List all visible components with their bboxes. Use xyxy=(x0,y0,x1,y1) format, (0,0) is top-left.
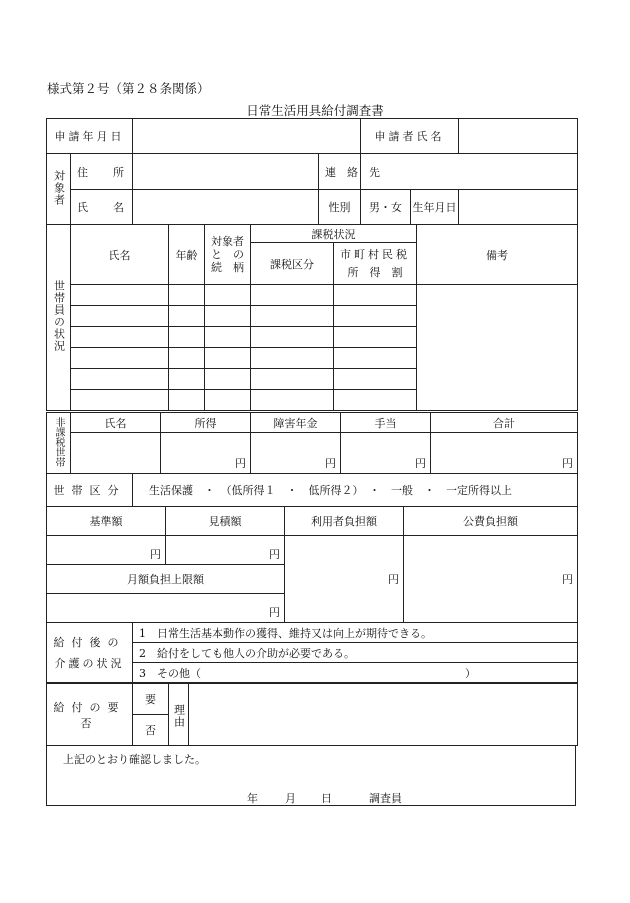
sex-options[interactable]: 男・女 xyxy=(361,190,411,225)
applicant-name-label: 申請者氏名 xyxy=(361,119,459,154)
col-name: 氏名 xyxy=(71,225,169,285)
nontax-col-name: 氏名 xyxy=(71,413,161,433)
nontax-col-allowance: 手当 xyxy=(341,413,431,433)
care-status-label: 給付後の 介護の状況 xyxy=(47,623,133,683)
age-cell[interactable] xyxy=(169,285,205,306)
public-burden-field[interactable]: 円 xyxy=(404,536,578,623)
tax-class-cell[interactable] xyxy=(251,390,334,411)
user-burden-label: 利用者負担額 xyxy=(285,507,404,536)
birth-date-label: 生年月日 xyxy=(411,190,459,225)
tax-class-cell[interactable] xyxy=(251,348,334,369)
household-table xyxy=(46,224,578,411)
tax-class-cell[interactable] xyxy=(251,285,334,306)
city-tax-cell[interactable] xyxy=(334,327,417,348)
care-option-2[interactable]: 2 給付をしても他人の介助が必要である。 xyxy=(133,643,578,663)
col-city-tax: 市町村民税 所 得 割 xyxy=(334,243,417,285)
class-table xyxy=(46,473,578,507)
income-field[interactable]: 円 xyxy=(161,433,251,474)
contact-field[interactable] xyxy=(361,154,578,190)
rel-cell[interactable] xyxy=(205,348,251,369)
col-relationship: 対象者 と の 続 柄 xyxy=(205,225,251,285)
application-date-field[interactable] xyxy=(133,119,361,154)
city-tax-cell[interactable] xyxy=(334,369,417,390)
age-cell[interactable] xyxy=(169,390,205,411)
monthly-cap-label: 月額負担上限額 xyxy=(47,565,285,594)
estimate-amount-field[interactable]: 円 xyxy=(166,536,285,565)
decision-no[interactable]: 否 xyxy=(133,715,169,746)
confirmation-text: 上記のとおり確認しました。 xyxy=(63,753,206,766)
target-person-label: 対象者 xyxy=(52,169,66,206)
rel-cell[interactable] xyxy=(205,327,251,348)
month-label: 月 xyxy=(285,792,296,805)
application-date-label: 申請年月日 xyxy=(47,119,133,154)
applicant-name-field[interactable] xyxy=(459,119,578,154)
rel-cell[interactable] xyxy=(205,285,251,306)
base-amount-field[interactable]: 円 xyxy=(47,536,166,565)
name-label: 氏 名 xyxy=(71,190,133,225)
household-class-label: 世帯区分 xyxy=(47,474,133,507)
col-tax-class: 課税区分 xyxy=(251,243,334,285)
note-cell[interactable] xyxy=(417,285,578,411)
nontax-col-pension: 障害年金 xyxy=(251,413,341,433)
table-row[interactable] xyxy=(71,306,169,327)
reason-label: 理由 xyxy=(172,704,186,728)
city-tax-cell[interactable] xyxy=(334,285,417,306)
base-amount-label: 基準額 xyxy=(47,507,166,536)
table-row[interactable] xyxy=(71,348,169,369)
care-option-1[interactable]: 1 日常生活基本動作の獲得、維持又は向上が期待できる。 xyxy=(133,623,578,643)
household-label: 世帯員の状況 xyxy=(52,280,66,352)
decision-table xyxy=(46,683,578,746)
age-cell[interactable] xyxy=(169,327,205,348)
address-label: 住 所 xyxy=(71,154,133,190)
rel-cell[interactable] xyxy=(205,390,251,411)
rel-cell[interactable] xyxy=(205,369,251,390)
birth-date-field[interactable] xyxy=(459,190,578,225)
table-row[interactable] xyxy=(71,390,169,411)
sex-label: 性別 xyxy=(319,190,361,225)
household-class-options[interactable]: 生活保護 ・ （低所得１ ・ 低所得２） ・ 一般 ・ 一定所得以上 xyxy=(133,474,578,507)
decision-yes[interactable]: 要 xyxy=(133,684,169,715)
investigator-label: 調査員 xyxy=(369,792,402,805)
city-tax-cell[interactable] xyxy=(334,348,417,369)
age-cell[interactable] xyxy=(169,369,205,390)
form-number: 様式第２号（第２８条関係） xyxy=(47,81,210,96)
col-note: 備考 xyxy=(417,225,578,285)
day-label: 日 xyxy=(321,792,332,805)
rel-cell[interactable] xyxy=(205,306,251,327)
col-tax-status: 課税状況 xyxy=(251,225,417,243)
reason-field[interactable] xyxy=(189,684,578,746)
city-tax-cell[interactable] xyxy=(334,390,417,411)
nontax-table xyxy=(46,412,578,474)
col-age: 年齢 xyxy=(169,225,205,285)
nontax-label: 非課税世帯 xyxy=(53,416,64,467)
applicant-table xyxy=(46,118,578,225)
care-table xyxy=(46,622,578,683)
nontax-col-income: 所得 xyxy=(161,413,251,433)
user-burden-field[interactable]: 円 xyxy=(285,536,404,623)
tax-class-cell[interactable] xyxy=(251,327,334,348)
document-title: 日常生活用具給付調査書 xyxy=(246,103,384,118)
table-row[interactable] xyxy=(71,369,169,390)
nontax-col-total: 合計 xyxy=(431,413,578,433)
contact-label: 連 絡 先 xyxy=(319,154,361,190)
amount-table xyxy=(46,506,578,623)
care-option-3[interactable]: 3 その他（ ） xyxy=(133,663,578,683)
age-cell[interactable] xyxy=(169,348,205,369)
confirmation-box xyxy=(46,745,576,806)
allowance-field[interactable]: 円 xyxy=(341,433,431,474)
nontax-name-field[interactable] xyxy=(71,433,161,474)
table-row[interactable] xyxy=(71,327,169,348)
table-row[interactable] xyxy=(71,285,169,306)
total-field[interactable]: 円 xyxy=(431,433,578,474)
tax-class-cell[interactable] xyxy=(251,306,334,327)
public-burden-label: 公費負担額 xyxy=(404,507,578,536)
tax-class-cell[interactable] xyxy=(251,369,334,390)
pension-field[interactable]: 円 xyxy=(251,433,341,474)
city-tax-cell[interactable] xyxy=(334,306,417,327)
age-cell[interactable] xyxy=(169,306,205,327)
year-label: 年 xyxy=(247,792,258,805)
name-field[interactable] xyxy=(133,190,319,225)
estimate-amount-label: 見積額 xyxy=(166,507,285,536)
decision-label: 給付の要否 xyxy=(47,684,133,746)
address-field[interactable] xyxy=(133,154,319,190)
monthly-cap-field[interactable]: 円 xyxy=(47,594,285,623)
